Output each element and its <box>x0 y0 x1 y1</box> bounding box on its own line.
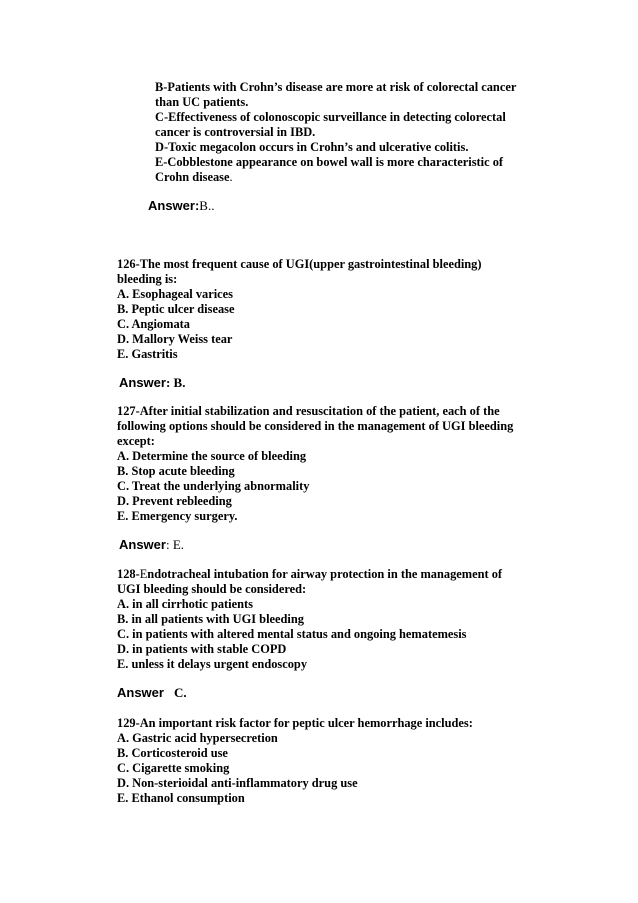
q128-stem-1 <box>117 567 502 582</box>
q126-answer-label: Answer <box>119 375 166 390</box>
q127-stem-3: except: <box>117 434 155 448</box>
q128-number: 128- <box>117 567 140 581</box>
q126-answer <box>119 375 185 390</box>
option-e-line-1: E-Cobblestone appearance on bowel wall is more characteristic of <box>155 155 504 169</box>
q128-stem-rest: ndotracheal intubation for airway protection in the management of <box>147 567 503 581</box>
q128-answer <box>117 685 187 700</box>
q126-option-a: A. Esophageal varices <box>117 287 233 301</box>
q126-stem-2: bleeding is: <box>117 272 178 286</box>
q129-stem-1: 129-An important risk factor for peptic ulcer hemorrhage includes: <box>117 716 473 730</box>
q129-option-c: C. Cigarette smoking <box>117 761 230 775</box>
answer-label: Answer: <box>148 198 200 213</box>
q128-option-e: E. unless it delays urgent endoscopy <box>117 657 308 671</box>
q129-option-e: E. Ethanol consumption <box>117 791 245 805</box>
q128-option-b: B. in all patients with UGI bleeding <box>117 612 304 626</box>
option-c-line-1: C-Effectiveness of colonoscopic surveillance in detecting colorectal <box>155 110 506 124</box>
q129-option-d: D. Non-sterioidal anti-inflammatory drug use <box>117 776 358 790</box>
q128-answer-value: C. <box>173 685 187 700</box>
option-e-trail: . <box>229 170 233 184</box>
q127-answer <box>119 537 184 552</box>
q126-option-c: C. Angiomata <box>117 317 190 331</box>
option-e-text: Crohn disease <box>155 170 230 184</box>
q127-answer-value: : E. <box>165 537 185 552</box>
q126-option-e: E. Gastritis <box>117 347 178 361</box>
q127-option-e: E. Emergency surgery. <box>117 509 238 523</box>
option-d-line: D-Toxic megacolon occurs in Crohn’s and ulcerative colitis. <box>155 140 469 154</box>
q126-stem-1: 126-The most frequent cause of UGI(upper gastrointestinal bleeding) <box>117 257 482 271</box>
option-b-line-1: B-Patients with Crohn’s disease are more at risk of colorectal cancer <box>155 80 517 94</box>
q127-option-d: D. Prevent rebleeding <box>117 494 232 508</box>
q127-option-b: B. Stop acute bleeding <box>117 464 235 478</box>
q128-answer-label: Answer <box>117 685 164 700</box>
option-b-line-2: than UC patients. <box>155 95 249 109</box>
q128-option-c: C. in patients with altered mental status and ongoing hematemesis <box>117 627 467 641</box>
q127-answer-label: Answer <box>119 537 166 552</box>
q126-option-d: D. Mallory Weiss tear <box>117 332 233 346</box>
answer-top <box>148 198 214 213</box>
q128-first-letter: E <box>139 567 148 581</box>
q128-stem-2: UGI bleeding should be considered: <box>117 582 307 596</box>
q129-option-b: B. Corticosteroid use <box>117 746 228 760</box>
q126-option-b: B. Peptic ulcer disease <box>117 302 235 316</box>
q127-option-a: A. Determine the source of bleeding <box>117 449 307 463</box>
q127-stem-1: 127-After initial stabilization and resuscitation of the patient, each of the <box>117 404 500 418</box>
q127-stem-2: following options should be considered in the management of UGI bleeding <box>117 419 514 433</box>
option-c-line-2: cancer is controversial in IBD. <box>155 125 316 139</box>
q127-option-c: C. Treat the underlying abnormality <box>117 479 310 493</box>
q128-option-d: D. in patients with stable COPD <box>117 642 287 656</box>
q129-option-a: A. Gastric acid hypersecretion <box>117 731 278 745</box>
answer-value: B.. <box>199 198 215 213</box>
q128-option-a: A. in all cirrhotic patients <box>117 597 253 611</box>
q126-answer-value: : B. <box>165 375 186 390</box>
option-e-line-2 <box>155 170 233 185</box>
